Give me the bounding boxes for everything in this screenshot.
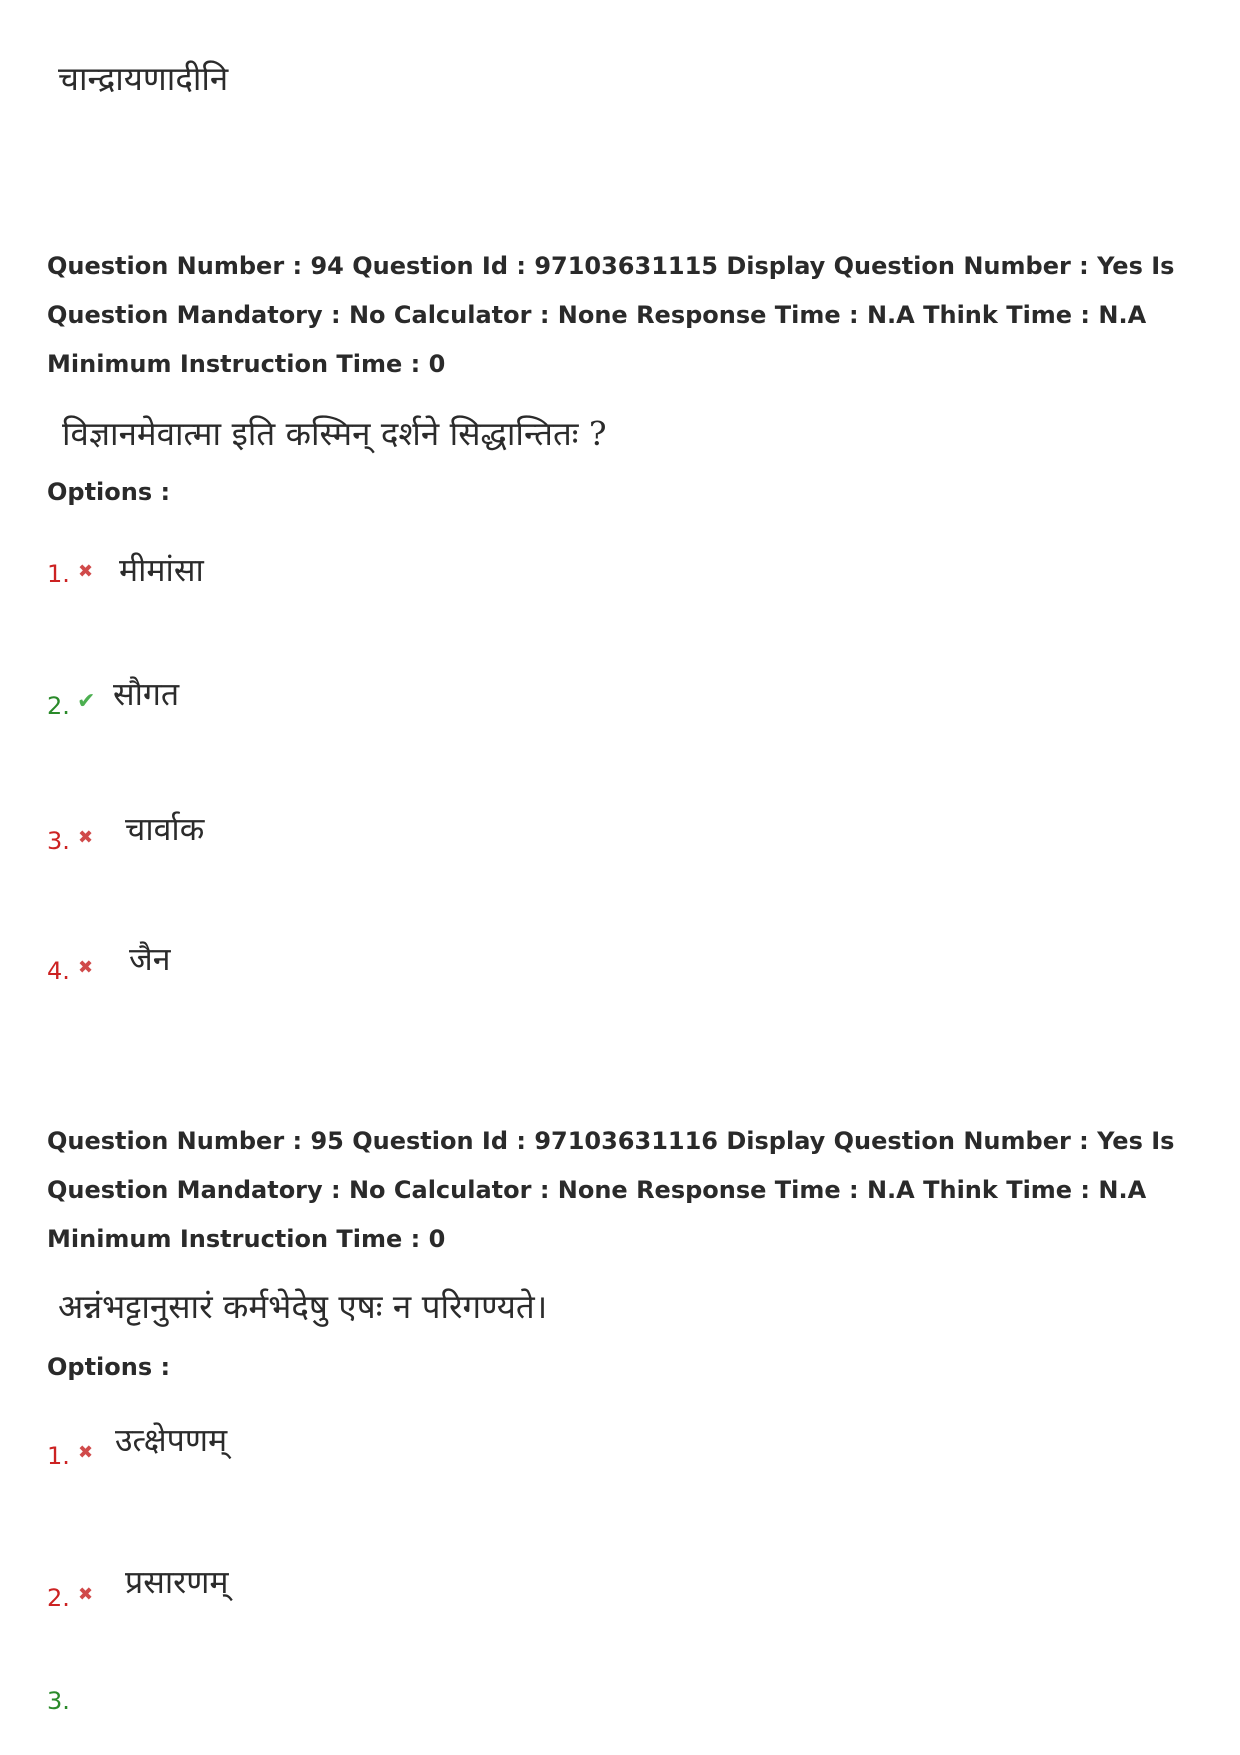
option-number: 4. <box>47 957 70 985</box>
previous-option-fragment: चान्द्रायणादीनि <box>58 59 229 98</box>
option-text: प्रसारणम् <box>125 1563 229 1601</box>
option-text: सौगत <box>113 675 180 713</box>
question-text-95: अन्नंभट्टानुसारं कर्मभेदेषु एषः न परिगण्यते। <box>58 1287 548 1326</box>
cross-icon: ✖ <box>78 1442 94 1463</box>
question-meta-95: Question Number : 95 Question Id : 97103631116 Display Question Number : Yes Is Question Mandatory : No Calculator : None Response Time : N.A Think Time : N.A Minimum Instruction Time : 0 <box>47 1127 1175 1253</box>
cross-icon: ✖ <box>78 1584 94 1605</box>
option-text: जैन <box>129 940 171 978</box>
option-number: 3. <box>47 1687 70 1715</box>
options-label-94: Options : <box>47 478 171 506</box>
option-number: 1. <box>47 1442 70 1470</box>
option-text: चार्वाक <box>125 810 205 848</box>
check-icon: ✔ <box>77 689 96 714</box>
question-meta-94: Question Number : 94 Question Id : 97103631115 Display Question Number : Yes Is Question Mandatory : No Calculator : None Response Time : N.A Think Time : N.A Minimum Instruction Time : 0 <box>47 252 1175 378</box>
options-label-95: Options : <box>47 1353 171 1381</box>
cross-icon: ✖ <box>78 561 94 582</box>
option-text: उत्क्षेपणम् <box>115 1421 228 1459</box>
option-number: 3. <box>47 827 70 855</box>
option-number: 2. <box>47 692 70 720</box>
question-text-94: विज्ञानमेवात्मा इति कस्मिन् दर्शने सिद्धान्तितः ? <box>62 414 607 453</box>
option-text: मीमांसा <box>119 551 204 589</box>
cross-icon: ✖ <box>78 957 94 978</box>
cross-icon: ✖ <box>78 827 94 848</box>
option-number: 1. <box>47 560 70 588</box>
option-number: 2. <box>47 1584 70 1612</box>
